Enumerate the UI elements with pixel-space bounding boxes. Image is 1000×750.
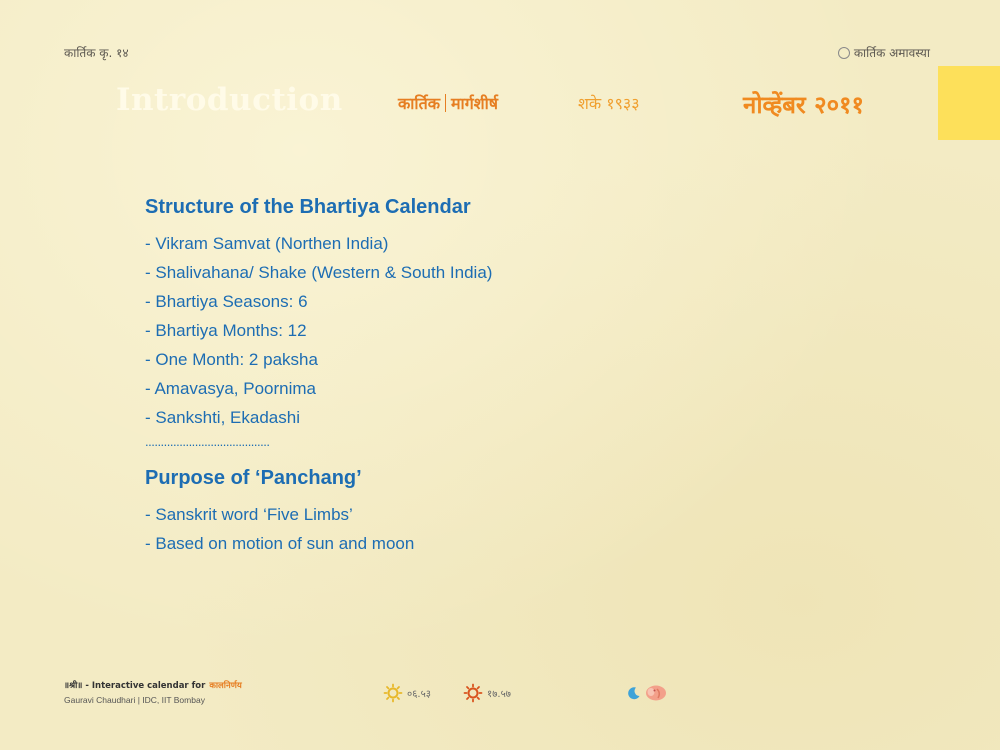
list-item: - Bhartiya Seasons: 6 <box>145 292 308 311</box>
section-title: Purpose of ‘Panchang’ <box>145 467 362 489</box>
sunset-value: १७.५७ <box>487 689 511 700</box>
gregorian-month-year: नोव्हेंबर २०११ <box>743 91 865 119</box>
hindu-month-pair <box>398 92 498 114</box>
list-item: - Based on motion of sun and moon <box>145 534 415 553</box>
page-title: Introduction <box>116 82 343 118</box>
section-title: Structure of the Bhartiya Calendar <box>145 196 471 218</box>
author-credit: Gauravi Chaudhari | IDC, IIT Bombay <box>64 695 205 705</box>
section-purpose <box>145 467 745 558</box>
list-item: - Sankshti, Ekadashi <box>145 408 300 427</box>
shake-year: शके १९३३ <box>578 94 640 113</box>
sunset-time <box>463 683 511 703</box>
sunset-icon <box>463 683 483 703</box>
list-item: - Vikram Samvat (Northen India) <box>145 234 389 253</box>
month-secondary: मार्गशीर्ष <box>450 94 498 113</box>
sunrise-time <box>383 683 431 703</box>
list-item: - Sanskrit word ‘Five Limbs’ <box>145 505 353 524</box>
moon-phase-icons <box>627 684 668 702</box>
hindu-date-label: कार्तिक कृ. १४ <box>64 46 129 60</box>
footer-credits <box>64 680 242 705</box>
app-name: ॥श्री॥ - Interactive calendar for <box>64 681 206 691</box>
new-moon-icon <box>838 47 850 59</box>
main-content <box>145 196 745 558</box>
section-structure <box>145 196 745 432</box>
tithi-text: कार्तिक अमावस्या <box>853 46 930 60</box>
ganesha-icon <box>644 684 668 702</box>
month-separator <box>445 94 446 112</box>
sunrise-icon <box>383 683 403 703</box>
month-primary: कार्तिक <box>398 94 440 113</box>
side-tab[interactable] <box>938 66 1000 140</box>
brand-name: कालनिर्णय <box>209 681 242 691</box>
list-item: - Shalivahana/ Shake (Western & South India) <box>145 263 493 282</box>
crescent-moon-icon <box>627 686 641 700</box>
list-item: - Bhartiya Months: 12 <box>145 321 307 340</box>
list-item: - One Month: 2 paksha <box>145 350 318 369</box>
sunrise-value: ०६.५३ <box>407 689 431 700</box>
dotted-divider: ........................................ <box>145 434 270 449</box>
list-item: - Amavasya, Poornima <box>145 379 317 398</box>
tithi-label <box>838 44 930 61</box>
